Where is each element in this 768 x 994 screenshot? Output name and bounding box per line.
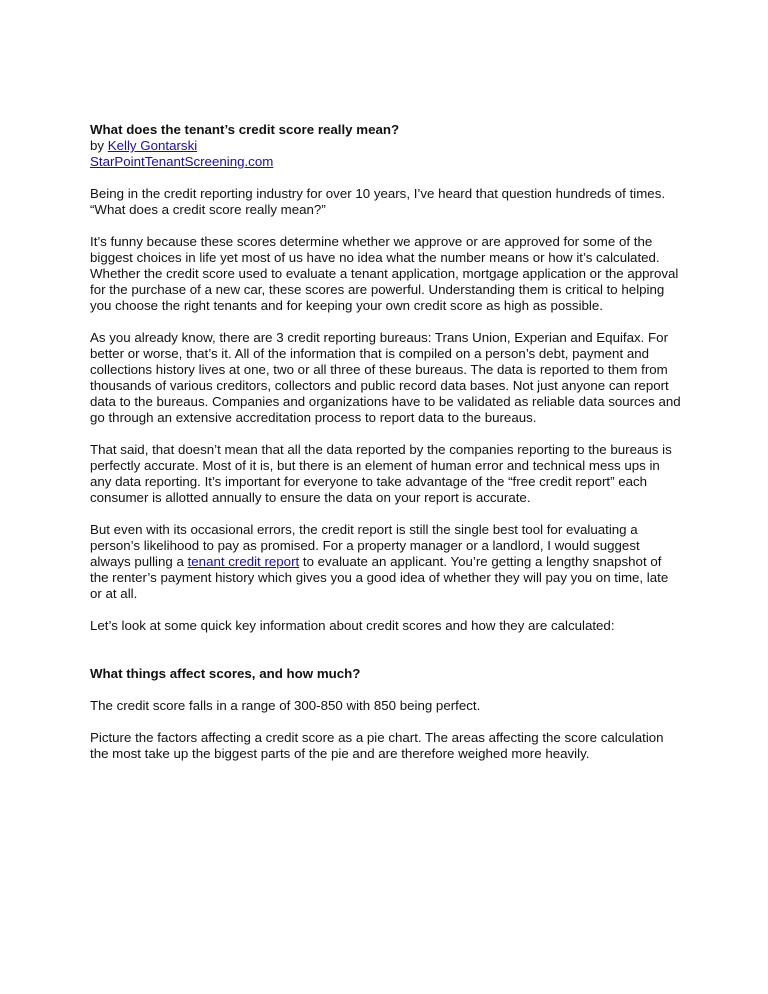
byline [90,138,682,154]
article-header [90,122,682,170]
paragraph-3: As you already know, there are 3 credit reporting bureaus: Trans Union, Experian and Equifax. For better or worse, that’s it. All of the information that is compiled on a person’s debt, payment and collections history lives at one, two or all three of these bureaus. The data is reported to them from thousands of various creditors, collectors and public record data bases. Not just anyone can report data to the bureaus. Companies and organizations have to be validated as reliable data sources and go through an extensive accreditation process to report data to the bureaus. [90,330,681,425]
paragraph-5-before: But even with its occasional errors, the credit report is still the single best tool for evaluating a person’s likelihood to pay as promised. For a property manager or a landlord, I would suggest always pulling a [90,522,640,569]
section-paragraph-1: The credit score falls in a range of 300-850 with 850 being perfect. [90,698,481,713]
site-link[interactable]: StarPointTenantScreening.com [90,154,274,169]
paragraph-2: It’s funny because these scores determine whether we approve or are approved for some of the biggest choices in life yet most of us have no idea what the number means or how it’s calculated. Whether the credit score used to evaluate a tenant application, mortgage application or the approval for the purchase of a new car, these scores are powerful. Understanding them is critical to helping you choose the right tenants and for keeping your own credit score as high as possible. [90,234,679,313]
section-heading: What things affect scores, and how much? [90,666,361,681]
author-link[interactable]: Kelly Gontarski [107,138,198,153]
paragraph-6: Let’s look at some quick key information about credit scores and how they are calculated: [90,618,615,633]
tenant-credit-report-link[interactable]: tenant credit report [187,554,300,569]
paragraph-5 [90,522,682,602]
document-page [90,122,682,778]
paragraph-1: Being in the credit reporting industry for over 10 years, I’ve heard that question hundreds of times. “What does a credit score really mean?” [90,186,666,217]
paragraph-5-after: to evaluate an applicant. You’re getting a lengthy snapshot of the renter’s payment history which gives you a good idea of whether they will pay you on time, late or at all. [90,554,669,601]
byline-prefix: by [90,138,108,153]
paragraph-4: That said, that doesn’t mean that all the data reported by the companies reporting to the bureaus is perfectly accurate. Most of it is, but there is an element of human error and technical mess ups in any data reporting. It’s important for everyone to take advantage of the “free credit report” each consumer is allotted annually to ensure the data on your report is accurate. [90,442,672,505]
site-line [90,154,682,170]
section-paragraph-2: Picture the factors affecting a credit score as a pie chart. The areas affecting the score calculation the most take up the biggest parts of the pie and are therefore weighed more heavily. [90,730,664,761]
article-title: What does the tenant’s credit score really mean? [90,122,400,137]
